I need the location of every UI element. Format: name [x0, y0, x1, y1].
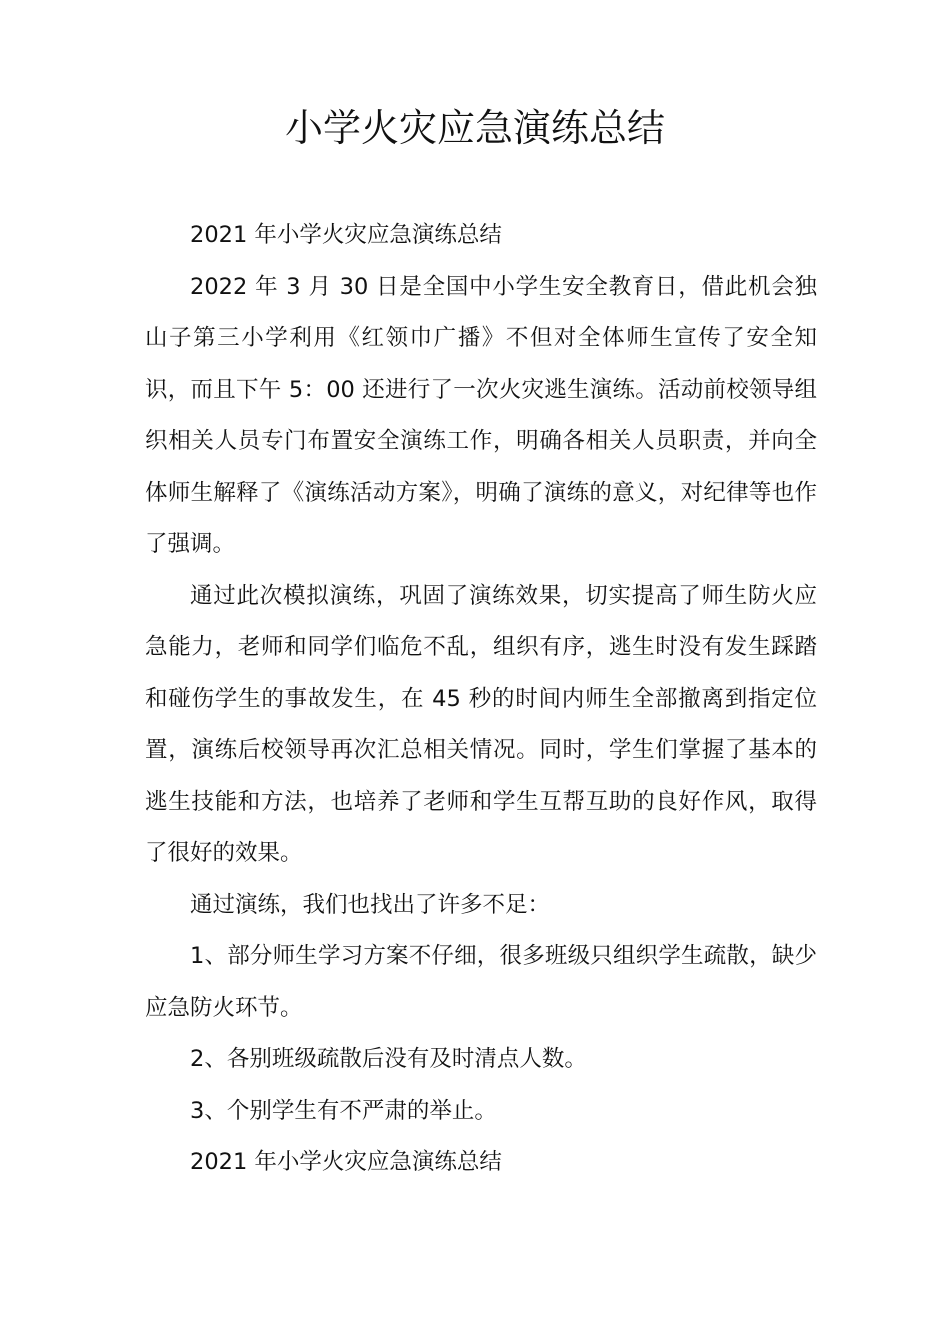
paragraph-results: 通过此次模拟演练，巩固了演练效果，切实提高了师生防火应急能力，老师和同学们临危不乱，组织有序，逃生时没有发生踩踏和碰伤学生的事故发生，在 45 秒的时间内师生全部撤离到指定位置，演练后校领导再次汇总相关情况。同时，学生们掌握了基本的逃生技能和方法，也培养了老师和学生互帮互助的良好作风，取得了很好的效果。	[145, 582, 817, 866]
document-body	[145, 210, 817, 1189]
paragraph-intro: 2022 年 3 月 30 日是全国中小学生安全教育日，借此机会独山子第三小学利用《红领巾广播》不但对全体师生宣传了安全知识，而且下午 5：00 还进行了一次火灾逃生演练。活动前校领导组织相关人员专门布置安全演练工作，明确各相关人员职责，并向全体师生解释了《演练活动方案》，明确了演练的意义，对纪律等也作了强调。	[145, 273, 817, 557]
list-item: 3、个别学生有不严肃的举止。	[190, 1097, 497, 1124]
list-item: 1、部分师生学习方案不仔细，很多班级只组织学生疏散，缺少应急防火环节。	[145, 943, 817, 1021]
paragraph-shortcomings: 通过演练，我们也找出了许多不足：	[190, 891, 551, 918]
document-title: 小学火灾应急演练总结	[284, 106, 665, 150]
paragraph-footer-heading: 2021 年小学火灾应急演练总结	[190, 1149, 502, 1175]
list-item: 2、各别班级疏散后没有及时清点人数。	[190, 1046, 587, 1072]
paragraph-heading: 2021 年小学火灾应急演练总结	[190, 222, 502, 248]
